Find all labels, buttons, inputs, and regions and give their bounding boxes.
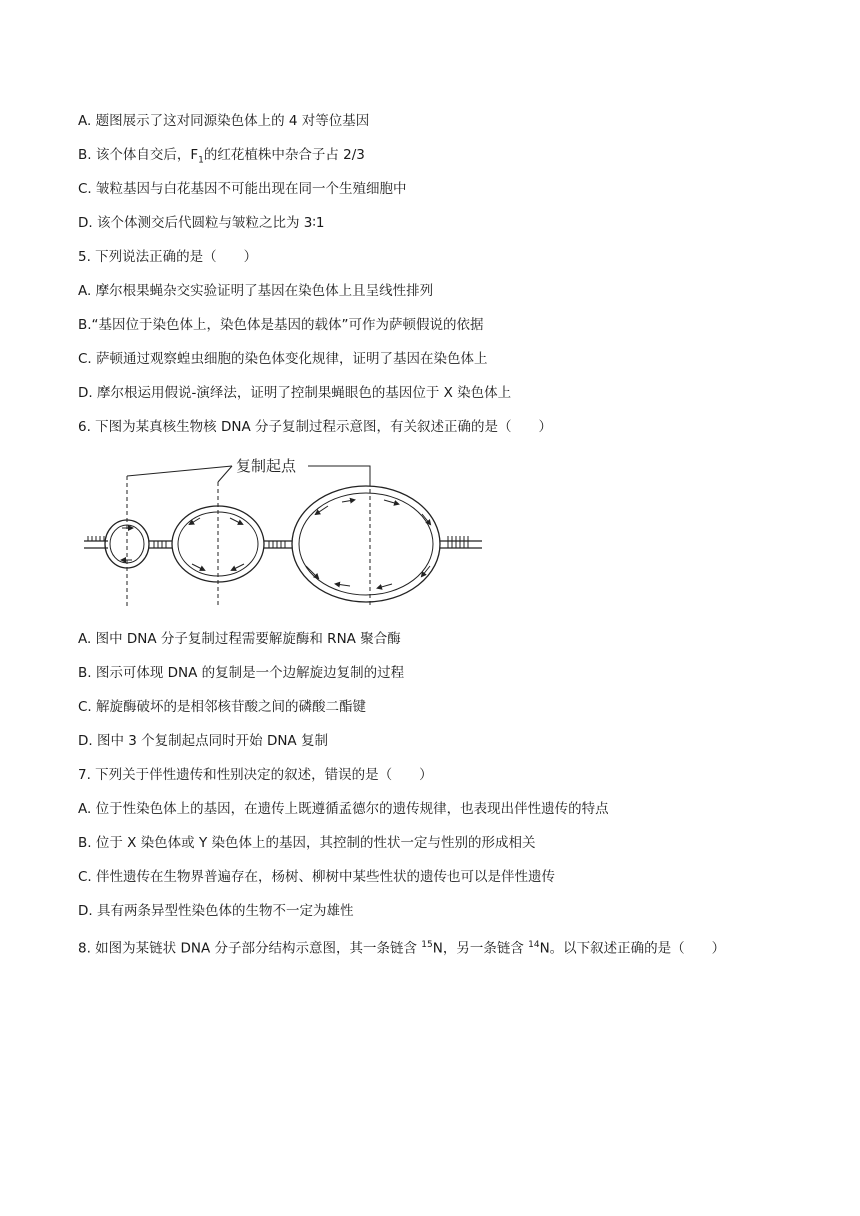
- replication-bubble-3: [292, 486, 440, 602]
- replication-bubble-3-inner: [299, 493, 433, 595]
- q7-option-c: C. 伴性遗传在生物界普遍存在，杨树、柳树中某些性状的遗传也可以是伴性遗传: [78, 869, 556, 885]
- origin-bracket-left: [127, 466, 232, 476]
- q8-isotope-15: 15: [421, 940, 433, 950]
- q7-stem: 7. 下列关于伴性遗传和性别决定的叙述，错误的是（ ）: [78, 767, 433, 783]
- q4-option-b-pre: B. 该个体自交后，F: [78, 147, 199, 163]
- dna-replication-diagram: [80, 452, 490, 612]
- q8-stem-mid: N，另一条链含: [432, 940, 529, 957]
- base-pairs-right: [448, 536, 468, 548]
- q4-option-d: D. 该个体测交后代圆粒与皱粒之比为 3∶1: [78, 215, 325, 231]
- q4-option-c: C. 皱粒基因与白花基因不可能出现在同一个生殖细胞中: [78, 181, 407, 197]
- q7-option-d: D. 具有两条异型性染色体的生物不一定为雄性: [78, 903, 354, 919]
- q4-option-b: [78, 146, 365, 170]
- q6-option-a: A. 图中 DNA 分子复制过程需要解旋酶和 RNA 聚合酶: [78, 631, 401, 647]
- q7-option-b: B. 位于 X 染色体或 Y 染色体上的基因，其控制的性状一定与性别的形成相关: [78, 835, 536, 851]
- q6-option-b: B. 图示可体现 DNA 的复制是一个边解旋边复制的过程: [78, 665, 405, 681]
- replication-origin-label: 复制起点: [236, 457, 297, 475]
- q7-option-a: A. 位于性染色体上的基因，在遗传上既遵循孟德尔的遗传规律，也表现出伴性遗传的特点: [78, 801, 609, 817]
- q5-option-c: C. 萨顿通过观察蝗虫细胞的染色体变化规律，证明了基因在染色体上: [78, 351, 488, 367]
- q5-stem: 5. 下列说法正确的是（ ）: [78, 249, 258, 265]
- origin-bracket-mid: [218, 466, 232, 482]
- q8-stem-post: N。以下叙述正确的是（ ）: [539, 940, 726, 957]
- q4-option-a: A. 题图展示了这对同源染色体上的 4 对等位基因: [78, 113, 370, 129]
- q8-stem-pre: 8. 如图为某链状 DNA 分子部分结构示意图，其一条链含: [78, 940, 422, 957]
- q8-isotope-14: 14: [528, 940, 540, 950]
- q5-option-b: B.“基因位于染色体上，染色体是基因的载体”可作为萨顿假说的依据: [78, 317, 484, 333]
- origin-bracket-right: [308, 466, 370, 482]
- replication-bubble-1-inner: [110, 525, 144, 563]
- q4-option-b-sub: 1: [198, 155, 204, 166]
- q4-option-b-post: 的红花植株中杂合子占 2/3: [203, 147, 365, 163]
- base-pairs-left: [88, 536, 104, 541]
- q6-option-d: D. 图中 3 个复制起点同时开始 DNA 复制: [78, 733, 328, 749]
- q6-stem: 6. 下图为某真核生物核 DNA 分子复制过程示意图，有关叙述正确的是（ ）: [78, 419, 552, 435]
- q5-option-d: D. 摩尔根运用假说-演绎法，证明了控制果蝇眼色的基因位于 X 染色体上: [78, 385, 512, 401]
- q5-option-a: A. 摩尔根果蝇杂交实验证明了基因在染色体上且呈线性排列: [78, 283, 434, 299]
- q8-stem: [78, 936, 725, 958]
- q6-option-c: C. 解旋酶破坏的是相邻核苷酸之间的磷酸二酯键: [78, 699, 367, 715]
